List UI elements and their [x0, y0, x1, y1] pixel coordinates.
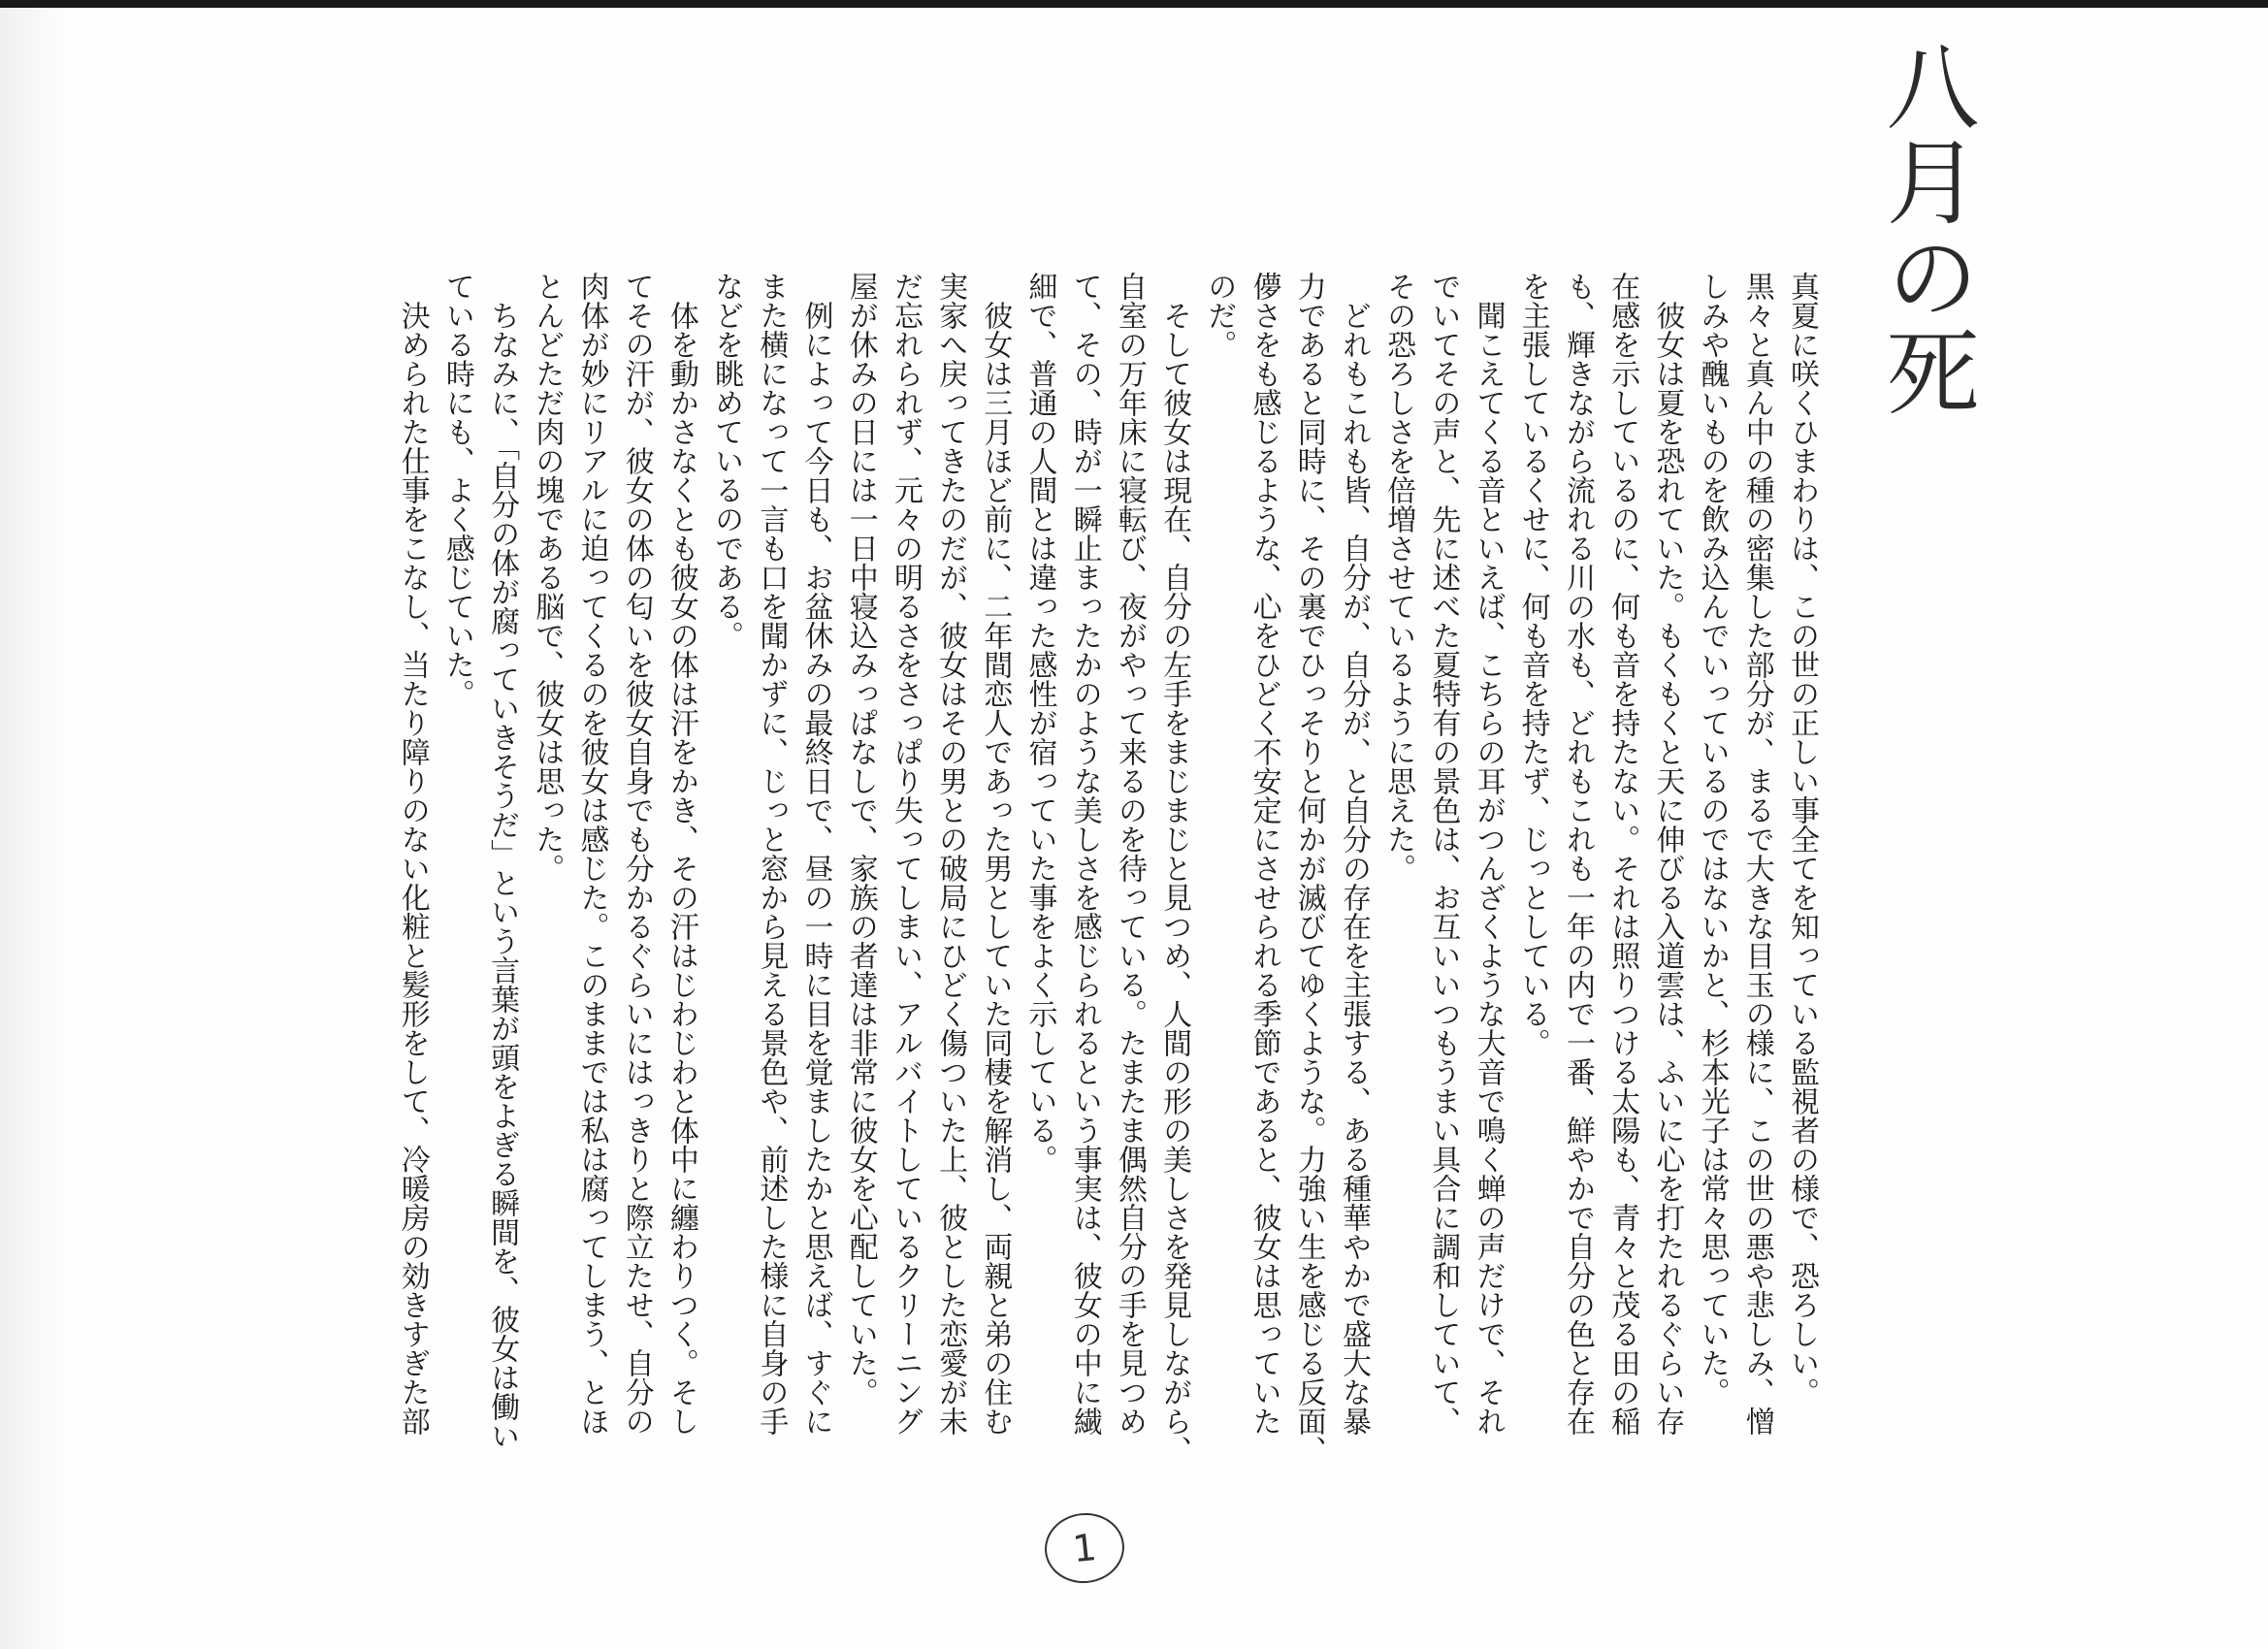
text-line: しみや醜いものを飲み込んでいっているのではないかと、杉本光子は常々思っていた。 [1695, 272, 1730, 1406]
text-line: 力であると同時に、その裏でひっそりと何かが滅びてゆくような。力強い生を感じる反面、 [1291, 272, 1326, 1465]
text-line: 細で、普通の人間とは違った感性が宿っていた事をよく示している。 [1022, 272, 1057, 1174]
text-line: また横になって一言も口を聞かずに、じっと窓から見える景色や、前述した様に自身の手 [754, 272, 789, 1436]
text-line: などを眺めているのである。 [709, 272, 744, 650]
text-line: てその汗が、彼女の体の匂いを彼女自身でも分かるぐらいにはっきりと際立たせ、自分の [619, 272, 654, 1436]
text-line: 自室の万年床に寝転び、夜がやって来るのを待っている。たまたま偶然自分の手を見つめ [1112, 272, 1147, 1436]
text-line: て、その、時が一瞬止まったかのような美しさを感じられるという事実は、彼女の中に繊 [1067, 272, 1102, 1436]
text-line: とんどただ肉の塊である脳で、彼女は思った。 [530, 272, 565, 883]
scan-edge-shade [0, 0, 68, 1649]
text-line: だ忘れられず、元々の明るさをさっぱり失ってしまい、アルバイトしているクリーニング [888, 272, 923, 1436]
text-line: どれもこれも皆、自分が、自分が、と自分の存在を主張する、ある種華やかで盛大な暴 [1336, 272, 1371, 1436]
text-line: のだ。 [1202, 272, 1237, 359]
text-line: 真夏に咲くひまわりは、この世の正しい事全てを知っている監視者の様で、恐ろしい。 [1785, 272, 1819, 1406]
text-line: そして彼女は現在、自分の左手をまじまじと見つめ、人間の形の美しさを発見しながら、 [1157, 272, 1192, 1465]
text-line: 決められた仕事をこなし、当たり障りのない化粧と髪形をして、冷暖房の効きすぎた部 [395, 272, 430, 1436]
text-line: 聞こえてくる音といえば、こちらの耳がつんざくような大音で鳴く蝉の声だけで、それ [1471, 272, 1506, 1436]
text-line: ちなみに、「自分の体が腐っていきそうだ」という言葉が頭をよぎる瞬間を、彼女は働い [485, 272, 520, 1450]
text-line: も、輝きながら流れる川の水も、どれもこれも一年の内で一番、鮮やかで自分の色と存在 [1560, 272, 1595, 1436]
text-line: 例によって今日も、お盆休みの最終日で、昼の一時に目を覚ましたかと思えば、すぐに [798, 272, 833, 1436]
text-line: を主張しているくせに、何も音を持たず、じっとしている。 [1515, 272, 1550, 1057]
text-line: 彼女は夏を恐れていた。もくもくと天に伸びる入道雲は、ふいに心を打たれるぐらい存 [1650, 272, 1685, 1436]
text-line: 屋が休みの日には一日中寝込みっぱなしで、家族の者達は非常に彼女を心配していた。 [843, 272, 878, 1406]
text-line: 肉体が妙にリアルに迫ってくるのを彼女は感じた。このままでは私は腐ってしまう、とほ [574, 272, 609, 1436]
body-text-block [291, 272, 1824, 1465]
story-title: 八月の死 [1871, 39, 1980, 419]
text-line: 儚さをも感じるような、心をひどく不安定にさせられる季節であると、彼女は思っていた [1247, 272, 1281, 1436]
page-number: 1 [1041, 1509, 1127, 1587]
text-line: 黒々と真ん中の種の密集した部分が、まるで大きな目玉の様に、この世の悪や悲しみ、憎 [1739, 272, 1774, 1436]
text-line: 実家へ戻ってきたのだが、彼女はその男との破局にひどく傷ついた上、彼とした恋愛が未 [933, 272, 968, 1436]
text-line: 体を動かさなくとも彼女の体は汗をかき、その汗はじわじわと体中に纏わりつく。そし [664, 272, 698, 1436]
text-line: 彼女は三月ほど前に、二年間恋人であった男としていた同棲を解消し、両親と弟の住む [978, 272, 1013, 1436]
text-line: 在感を示しているのに、何も音を持たない。それは照りつける太陽も、青々と茂る田の稲 [1605, 272, 1640, 1436]
text-line: その恐ろしさを倍増させているように思えた。 [1381, 272, 1416, 883]
text-line: ている時にも、よく感じていた。 [439, 272, 474, 708]
top-edge-rule [0, 0, 2268, 8]
text-line: でいてその声と、先に述べた夏特有の景色は、お互いいつもうまい具合に調和していて、 [1426, 272, 1461, 1436]
